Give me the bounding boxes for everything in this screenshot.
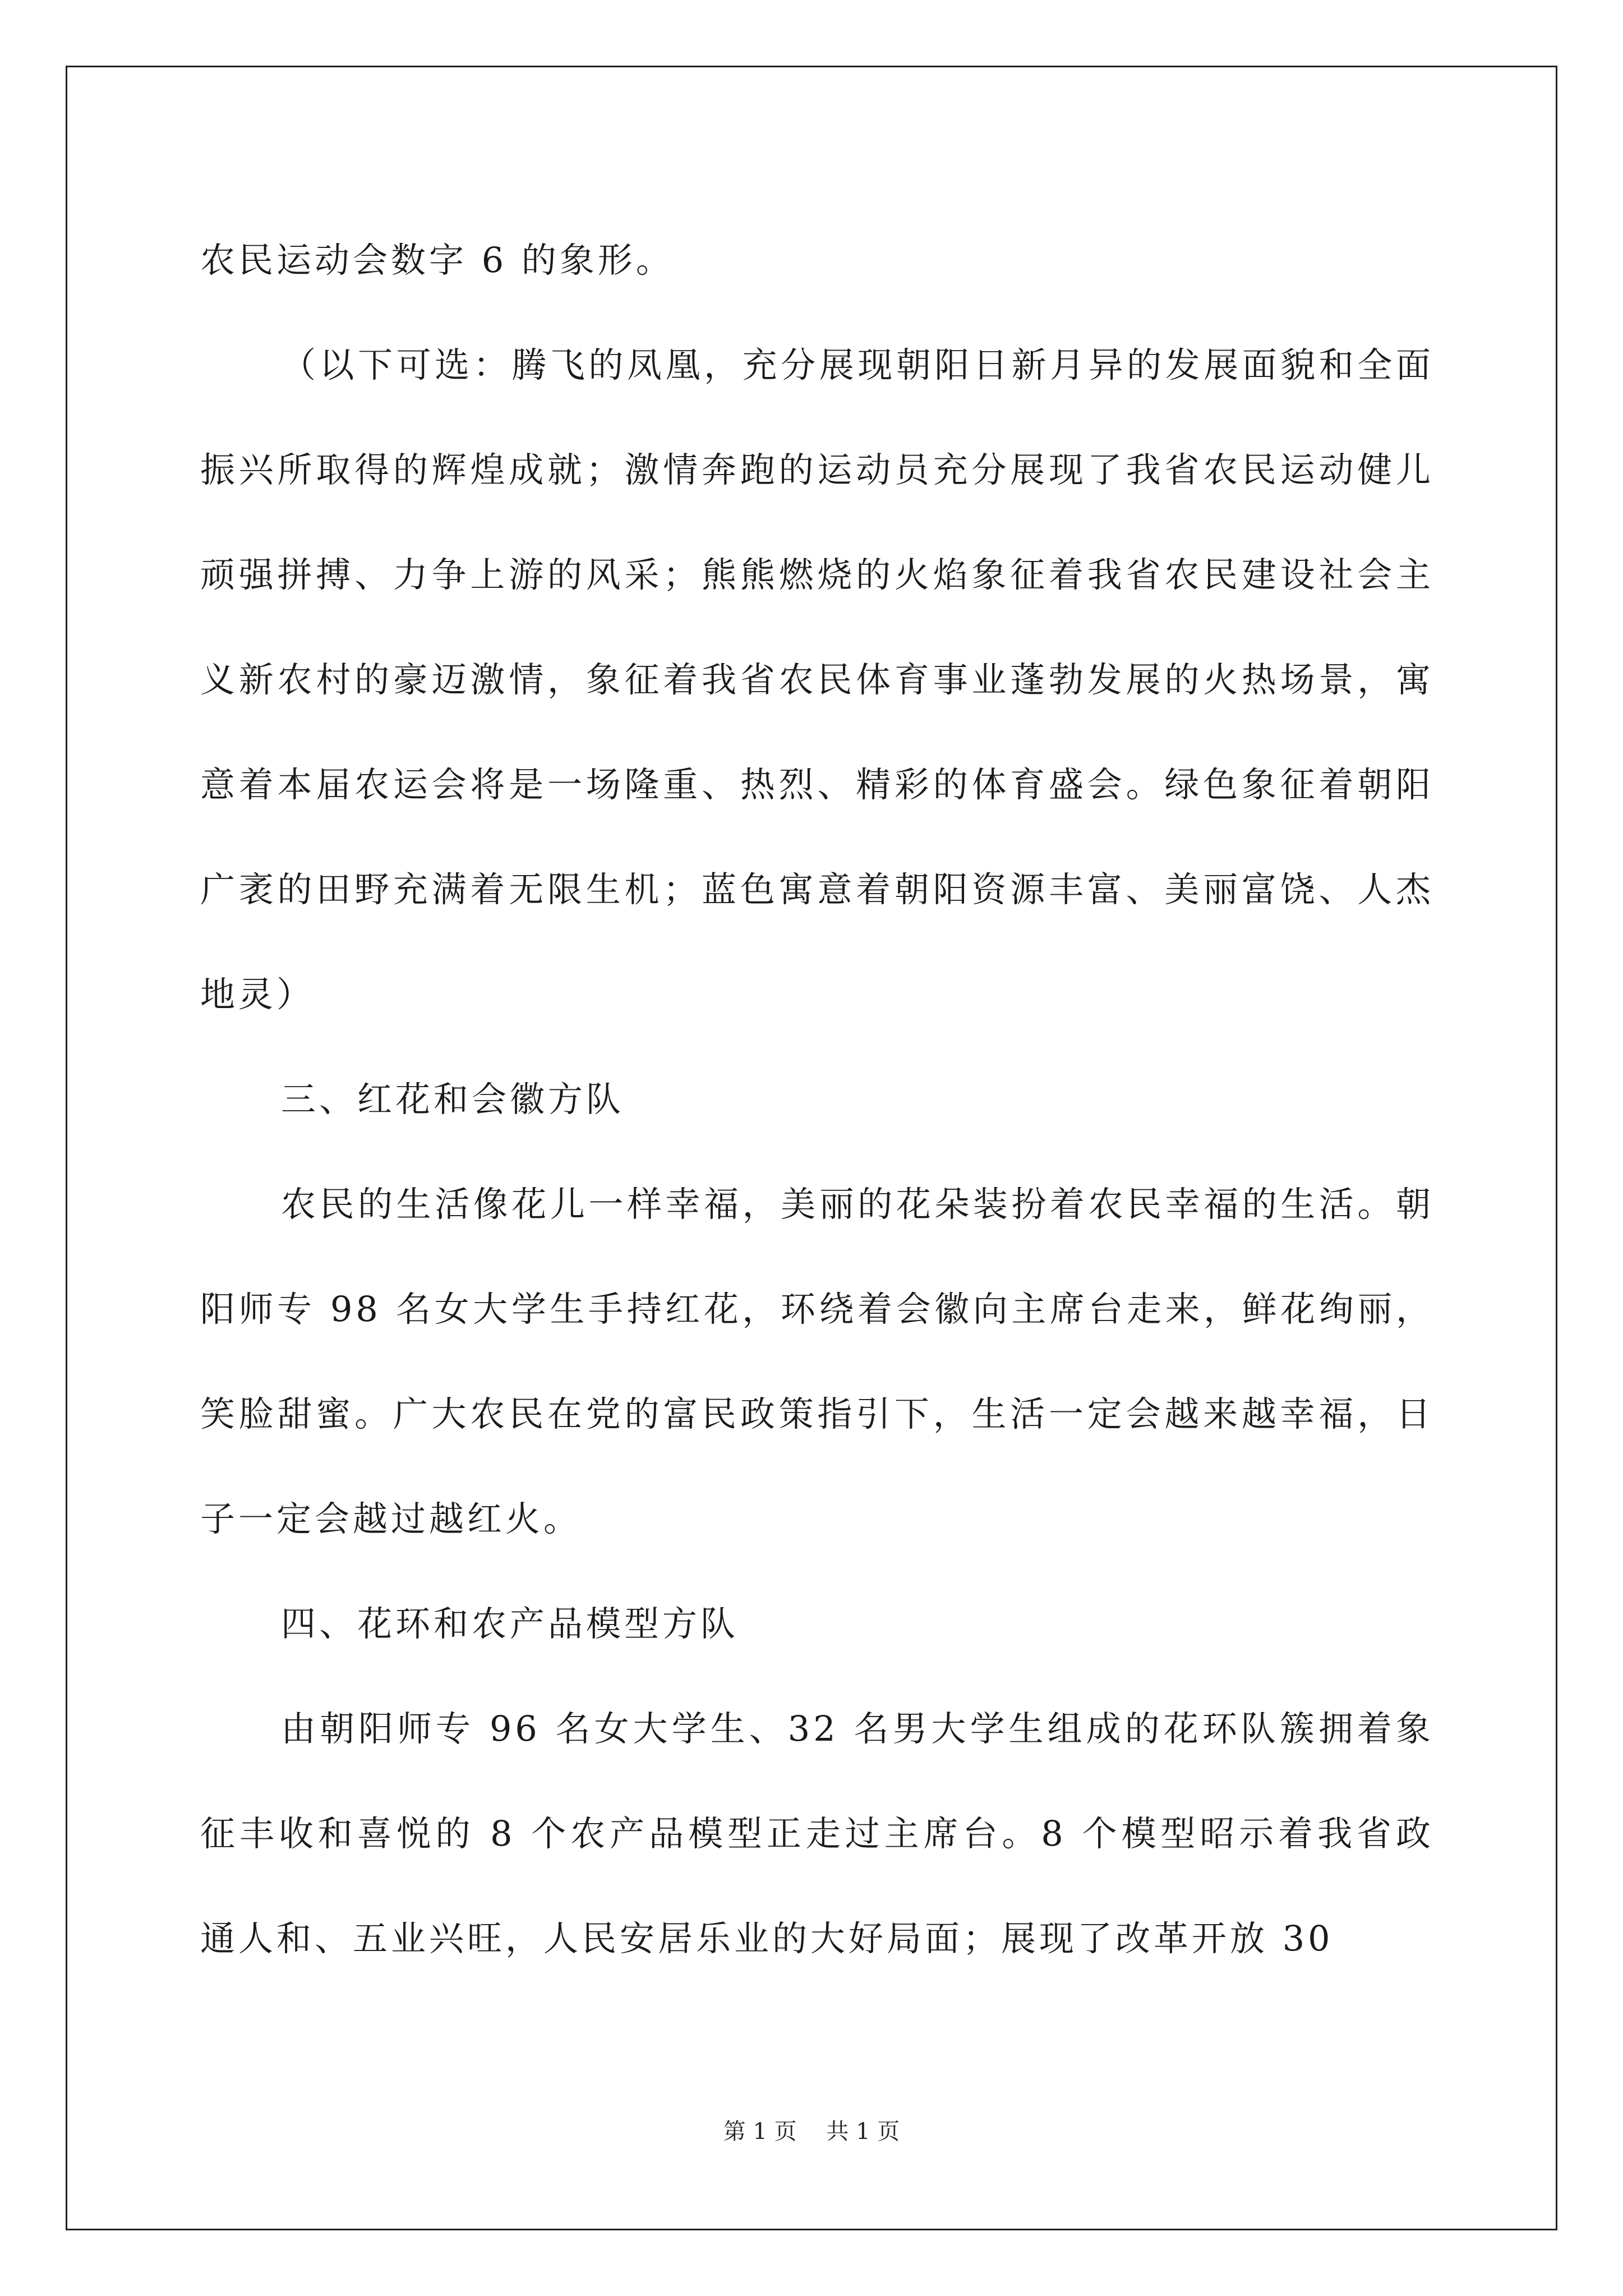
section-heading-4: 四、花环和农产品模型方队: [281, 1603, 739, 1644]
document-body: [200, 208, 1434, 1991]
paragraph-2: （以下可选：腾飞的凤凰，充分展现朝阳日新月异的发展面貌和全面振兴所取得的辉煌成就；激情奔跑的运动员充分展现了我省农民运动健儿顽强拼搏、力争上游的风采；熊熊燃烧的火焰象征着我省农民建设社会主义新农村的豪迈激情，象征着我省农民体育事业蓬勃发展的火热场景，寓意着本届农运会将是一场隆重、热烈、精彩的体育盛会。绿色象征着朝阳广袤的田野充满着无限生机；蓝色寓意着朝阳资源丰富、美丽富饶、人杰地灵）: [200, 344, 1434, 1015]
page-number: 第 1 页: [723, 2119, 797, 2145]
page-footer: [0, 2118, 1623, 2146]
page-total: 共 1 页: [826, 2119, 900, 2145]
paragraph-1: 农民运动会数字 6 的象形。: [200, 240, 674, 280]
paragraph-4: 农民的生活像花儿一样幸福，美丽的花朵装扮着农民幸福的生活。朝阳师专 98 名女大学生手持红花，环绕着会徽向主席台走来，鲜花绚丽，笑脸甜蜜。广大农民在党的富民政策指引下，生活一定会越来越幸福，日子一定会越过越红火。: [200, 1184, 1434, 1539]
paragraph-6: 由朝阳师专 96 名女大学生、32 名男大学生组成的花环队簇拥着象征丰收和喜悦的 8 个农产品模型正走过主席台。8 个模型昭示着我省政通人和、五业兴旺，人民安居乐业的大好局面；展现了改革开放 30: [200, 1708, 1434, 1959]
section-heading-3: 三、红花和会徽方队: [281, 1079, 625, 1120]
